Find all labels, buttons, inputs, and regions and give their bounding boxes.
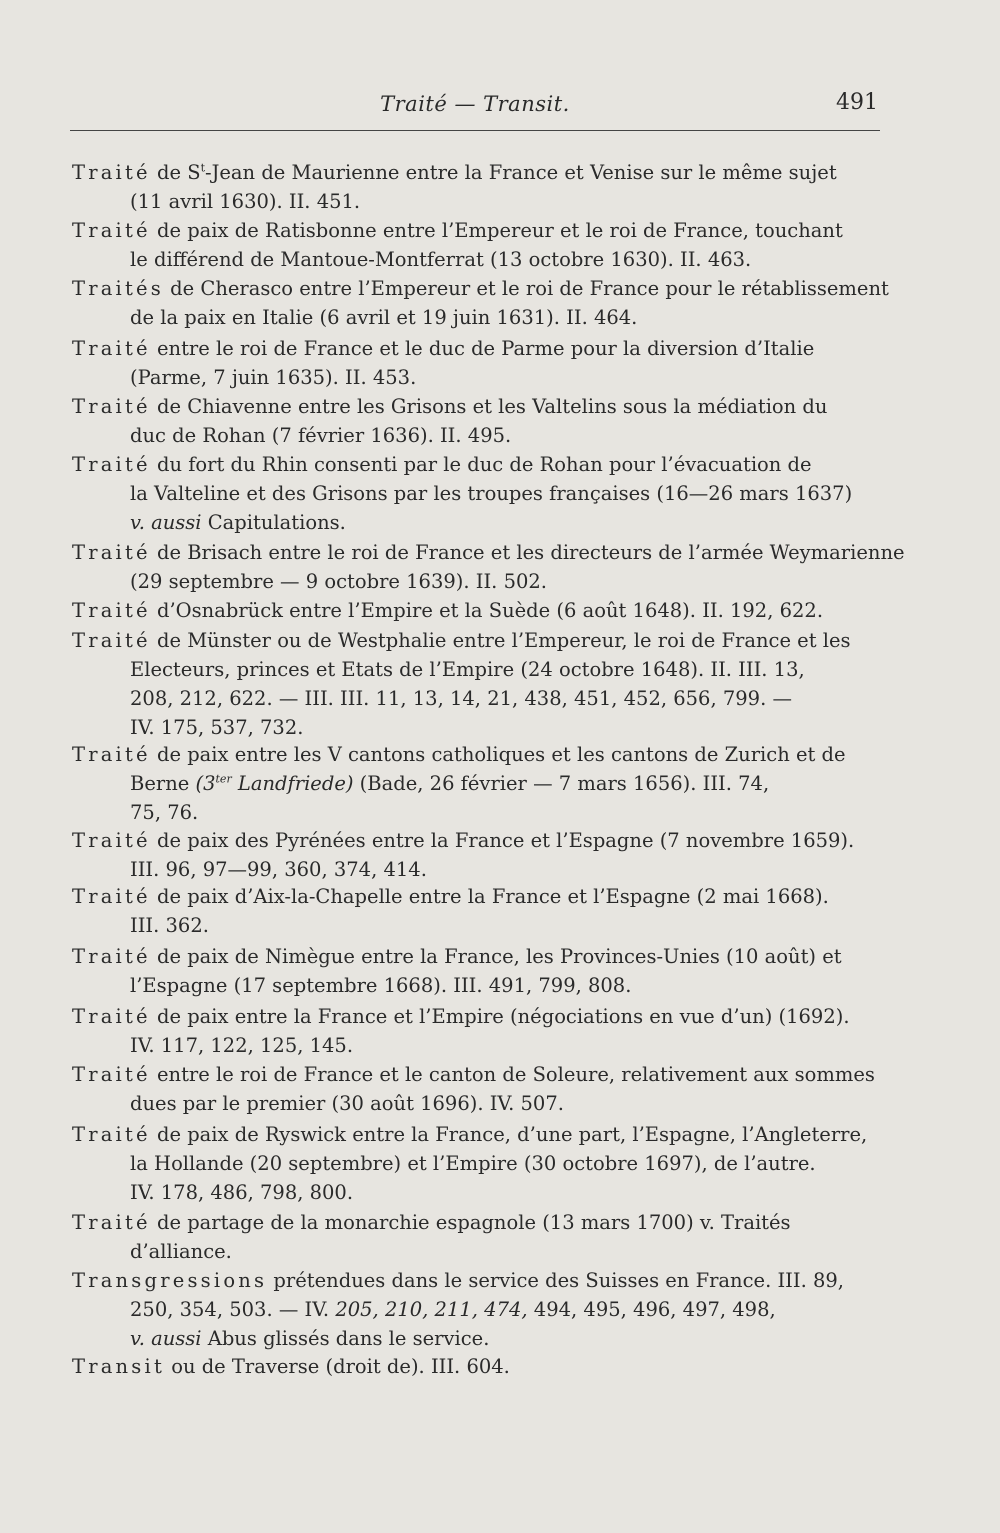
entry-text: prétendues dans le service des Suisses en France. III. 89, [267,1269,844,1292]
entry-continuation-line [130,686,792,712]
entry-headline [72,628,851,654]
entry-text: le différend de Mantoue-Montferrat (13 octobre 1630). II. 463. [130,248,752,271]
entry-keyword: Transgressions [72,1269,268,1292]
entry-italic-text: 205, 210, 211, 474, [335,1298,528,1321]
entry-text: Electeurs, princes et Etats de l’Empire (24 octobre 1648). II. III. 13, [130,658,805,681]
entry-text: dues par le premier (30 août 1696). IV. 507. [130,1092,564,1115]
entry-text: la Hollande (20 septembre) et l’Empire (30 octobre 1697), de l’autre. [130,1152,816,1175]
entry-keyword: Traité [72,541,151,564]
entry-continuation-line [130,800,198,826]
entry-keyword: Traité [72,219,151,242]
entry-text: de partage de la monarchie espagnole (13 mars 1700) v. Traités [150,1211,791,1234]
entry-text: de Münster ou de Westphalie entre l’Empereur, le roi de France et les [150,629,851,652]
entry-text: IV. 178, 486, 798, 800. [130,1181,354,1204]
entry-headline [72,1210,791,1236]
entry-keyword: Traité [72,161,151,184]
entry-text: Abus glissés dans le service. [201,1327,490,1350]
entry-keyword: Traité [72,453,151,476]
entry-headline [72,598,823,624]
entry-headline [72,540,905,566]
entry-continuation-line [130,1326,489,1352]
entry-text: de paix entre les V cantons catholiques et les cantons de Zurich et de [150,743,846,766]
entry-continuation-line [130,1151,816,1177]
entry-continuation-line [130,569,547,595]
entry-text-prefix: 250, 354, 503. — IV. [130,1298,336,1321]
entry-headline [72,1354,510,1380]
entry-keyword: Traité [72,629,151,652]
entry-text: entre le roi de France et le canton de Soleure, relativement aux sommes [150,1063,875,1086]
entry-text: de Cherasco entre l’Empereur et le roi de France pour le rétablissement [163,277,889,300]
entry-text: de paix de Nimègue entre la France, les Provinces-Unies (10 août) et [150,945,842,968]
entry-text: (29 septembre — 9 octobre 1639). II. 502. [130,570,547,593]
entry-continuation-line [130,973,631,999]
entry-text: de la paix en Italie (6 avril et 19 juin 1631). II. 464. [130,306,638,329]
entry-keyword: Traité [72,743,151,766]
entry-text: III. 362. [130,914,209,937]
entry-text-suffix: -Jean de Maurienne entre la France et Venise sur le même sujet [204,161,837,184]
entry-text: de paix de Ratisbonne entre l’Empereur et le roi de France, touchant [150,219,843,242]
entry-continuation-line [130,423,511,449]
entry-keyword: Traité [72,337,151,360]
entry-continuation-line [130,1033,353,1059]
entry-text-prefix: Berne [130,772,196,795]
entry-keyword: Traités [72,277,164,300]
entry-italic-text: Landfriede) [231,772,354,795]
entry-headline [72,884,829,910]
entry-continuation-line [130,771,769,797]
entry-headline [72,1122,867,1148]
entry-keyword: Traité [72,1123,151,1146]
entry-headline [72,336,814,362]
entry-italic-text: v. aussi [130,1327,202,1350]
entry-continuation-line [130,715,303,741]
entry-text: 75, 76. [130,801,199,824]
entry-continuation-line [130,857,427,883]
entry-continuation-line [130,1297,776,1323]
entry-keyword: Traité [72,945,151,968]
entry-text: de paix entre la France et l’Empire (négociations en vue d’un) (1692). [150,1005,850,1028]
entry-keyword: Traité [72,1063,151,1086]
entry-italic-text: (3 [195,772,216,795]
entry-text: IV. 117, 122, 125, 145. [130,1034,354,1057]
entry-keyword: Traité [72,829,151,852]
entry-text: la Valteline et des Grisons par les troupes françaises (16—26 mars 1637) [130,482,853,505]
entry-italic-text: v. aussi [130,511,202,534]
entry-continuation-line [130,365,416,391]
entry-text: 494, 495, 496, 497, 498, [527,1298,776,1321]
entry-text: de paix de Ryswick entre la France, d’une part, l’Espagne, l’Angleterre, [150,1123,868,1146]
entry-headline [72,276,889,302]
entry-text: ou de Traverse (droit de). III. 604. [165,1355,510,1378]
entry-keyword: Traité [72,885,151,908]
entry-continuation-line [130,481,852,507]
superscript: ter [215,772,232,786]
entry-headline [72,742,846,768]
entry-headline [72,218,843,244]
entry-continuation-line [130,247,751,273]
entry-text: duc de Rohan (7 février 1636). II. 495. [130,424,512,447]
entry-keyword: Traité [72,1211,151,1234]
entry-text: (Parme, 7 juin 1635). II. 453. [130,366,417,389]
entry-continuation-line [130,510,346,536]
entry-text: 208, 212, 622. — III. III. 11, 13, 14, 21, 438, 451, 452, 656, 799. — [130,687,792,710]
entry-text: Capitulations. [201,511,346,534]
entry-text: de Chiavenne entre les Grisons et les Valtelins sous la médiation du [150,395,828,418]
superscript: t [200,161,205,175]
entry-text: de Brisach entre le roi de France et les directeurs de l’armée Weymarienne [150,541,905,564]
entry-text-prefix: de S [150,161,201,184]
entry-headline [72,828,854,854]
entry-headline [72,1062,875,1088]
entry-continuation-line [130,1091,564,1117]
entry-text: l’Espagne (17 septembre 1668). III. 491, 799, 808. [130,974,632,997]
entry-keyword: Traité [72,599,151,622]
entry-text: d’Osnabrück entre l’Empire et la Suède (6 août 1648). II. 192, 622. [150,599,824,622]
entry-headline [72,1004,850,1030]
entry-keyword: Traité [72,395,151,418]
entry-keyword: Transit [72,1355,165,1378]
header-rule [70,130,880,131]
entry-text: d’alliance. [130,1240,232,1263]
entry-text: (Bade, 26 février — 7 mars 1656). III. 74, [353,772,770,795]
entry-continuation-line [130,913,209,939]
entry-text: du fort du Rhin consenti par le duc de Rohan pour l’évacuation de [150,453,812,476]
running-title: Traité — Transit. [380,92,570,116]
page-header [70,92,880,128]
entry-continuation-line [130,1180,353,1206]
entry-text: IV. 175, 537, 732. [130,716,304,739]
entry-continuation-line [130,189,360,215]
entry-text: de paix d’Aix-la-Chapelle entre la France et l’Espagne (2 mai 1668). [150,885,829,908]
entry-keyword: Traité [72,1005,151,1028]
entry-text: entre le roi de France et le duc de Parme pour la diversion d’Italie [150,337,815,360]
entry-headline [72,394,827,420]
entry-headline [72,1268,844,1294]
entry-text: III. 96, 97—99, 360, 374, 414. [130,858,427,881]
entry-headline [72,944,842,970]
entry-headline [72,160,837,186]
entry-text: de paix des Pyrénées entre la France et l’Espagne (7 novembre 1659). [150,829,855,852]
page-number: 491 [836,90,878,115]
entry-headline [72,452,812,478]
entry-continuation-line [130,305,637,331]
entry-continuation-line [130,657,805,683]
entry-text: (11 avril 1630). II. 451. [130,190,361,213]
entry-continuation-line [130,1239,232,1265]
